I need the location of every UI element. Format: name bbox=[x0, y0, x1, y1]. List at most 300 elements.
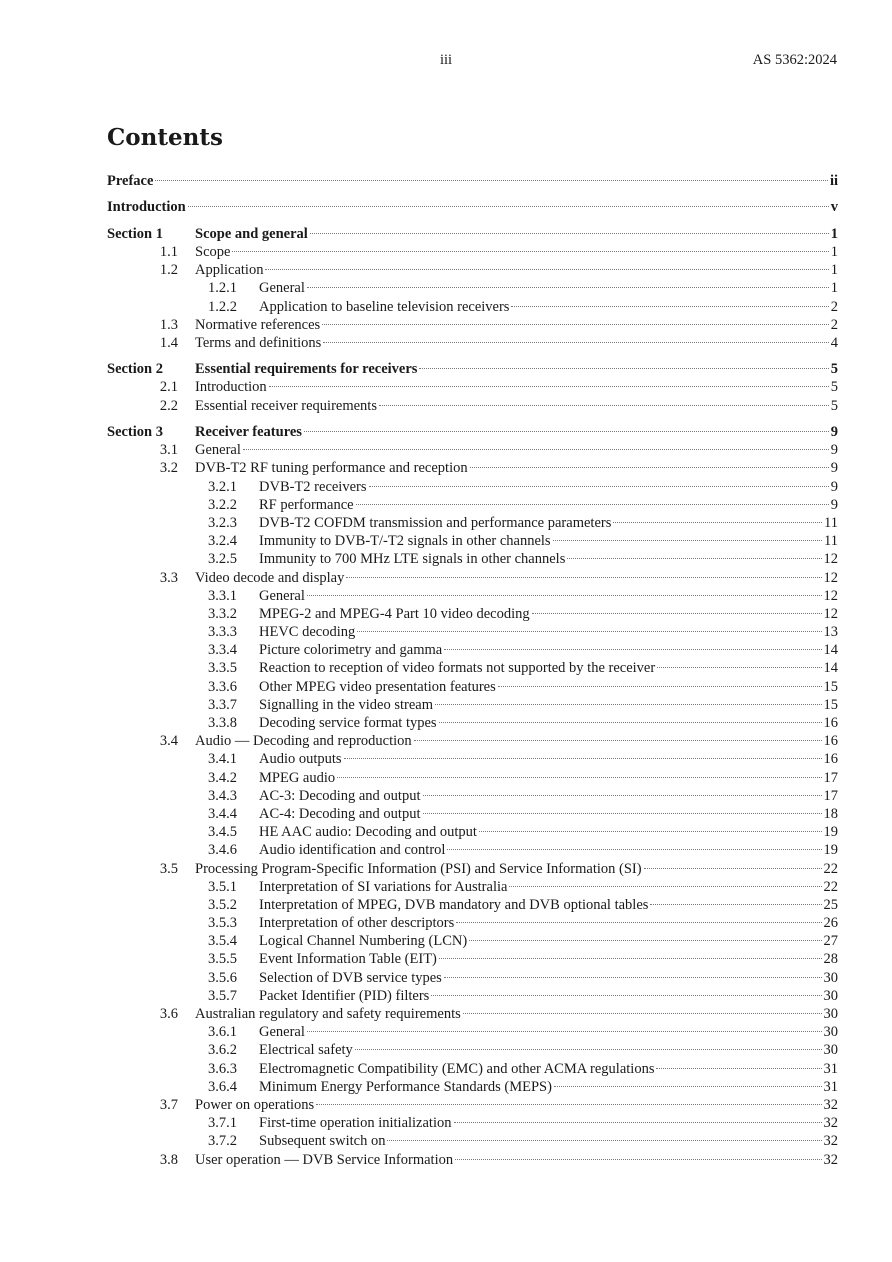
toc-entry-number: 3.6.4 bbox=[208, 1078, 237, 1095]
toc-entry-number: 3.7 bbox=[159, 1096, 178, 1113]
toc-entry-label[interactable]: Scope bbox=[195, 243, 231, 260]
toc-entry-page[interactable]: 12 bbox=[823, 605, 838, 622]
dot-leader bbox=[423, 813, 822, 814]
toc-entry-label[interactable]: RF performance bbox=[259, 496, 354, 513]
toc-entry-page[interactable]: 12 bbox=[823, 569, 838, 586]
dot-leader bbox=[232, 251, 828, 252]
toc-entry-number: 1.4 bbox=[159, 334, 178, 351]
toc-entry-number: 3.7.2 bbox=[208, 1133, 237, 1150]
toc-entry[interactable] bbox=[107, 298, 838, 316]
toc-entry[interactable] bbox=[107, 532, 838, 550]
dot-leader bbox=[509, 886, 821, 887]
toc-entry-label[interactable]: Preface bbox=[107, 173, 154, 189]
toc-entry-page[interactable]: 15 bbox=[823, 696, 838, 713]
toc-entry-number: 3.6.1 bbox=[208, 1024, 237, 1041]
toc-entry-body bbox=[195, 732, 838, 750]
toc-entry-page[interactable]: 16 bbox=[823, 715, 838, 731]
toc-entry-page[interactable]: 22 bbox=[823, 878, 838, 895]
dot-leader bbox=[431, 995, 821, 996]
toc-entry[interactable] bbox=[107, 279, 838, 297]
toc-entry-page[interactable]: 14 bbox=[823, 642, 838, 659]
toc-entry-body bbox=[259, 641, 838, 659]
toc-entry-page[interactable]: 32 bbox=[823, 1096, 838, 1113]
dot-leader bbox=[444, 977, 822, 978]
toc-entry-page[interactable]: 26 bbox=[823, 915, 838, 932]
dot-leader bbox=[455, 1159, 821, 1160]
toc-entry-body bbox=[259, 1114, 838, 1132]
toc-entry-body bbox=[259, 623, 838, 641]
toc-entry-number: 3.3.1 bbox=[208, 587, 237, 604]
toc-entry-number: 3.2.1 bbox=[208, 478, 237, 495]
toc-entry-body bbox=[259, 1041, 838, 1059]
toc-entry-page[interactable]: 27 bbox=[823, 933, 838, 950]
toc-entry-label[interactable]: Logical Channel Numbering (LCN) bbox=[259, 933, 468, 950]
toc-entry-body bbox=[259, 950, 838, 968]
toc-entry[interactable] bbox=[107, 550, 838, 568]
dot-leader bbox=[567, 558, 821, 559]
dot-leader bbox=[304, 431, 829, 432]
dot-leader bbox=[454, 1122, 822, 1123]
dot-leader bbox=[379, 405, 829, 406]
toc-entry-label[interactable]: Immunity to DVB-T/-T2 signals in other channels bbox=[259, 533, 551, 550]
toc-entry-label[interactable]: Other MPEG video presentation features bbox=[259, 678, 496, 695]
dot-leader bbox=[356, 504, 829, 505]
dot-leader bbox=[269, 386, 829, 387]
toc-entry[interactable] bbox=[107, 623, 838, 641]
page-title: Contents bbox=[107, 124, 223, 151]
toc-entry-number: 3.2 bbox=[159, 460, 178, 477]
toc-entry-page[interactable]: 5 bbox=[830, 379, 838, 396]
dot-leader bbox=[307, 1031, 822, 1032]
dot-leader bbox=[419, 368, 828, 369]
toc-entry-page[interactable]: 19 bbox=[823, 824, 838, 841]
toc-entry[interactable] bbox=[107, 805, 838, 823]
toc-entry-page[interactable]: 9 bbox=[830, 442, 838, 459]
dot-leader bbox=[469, 940, 821, 941]
toc-entry-label[interactable]: General bbox=[259, 280, 305, 297]
toc-entry-label[interactable]: User operation — DVB Service Information bbox=[195, 1151, 454, 1168]
toc-entry-number: 3.2.2 bbox=[208, 496, 237, 513]
dot-leader bbox=[435, 704, 822, 705]
toc-entry-body bbox=[195, 261, 838, 279]
toc-entry-label[interactable]: Audio — Decoding and reproduction bbox=[195, 733, 412, 750]
toc-entry-number: 1.2.2 bbox=[208, 298, 237, 315]
toc-entry-page[interactable]: 12 bbox=[823, 587, 838, 604]
toc-entry-body bbox=[259, 659, 838, 677]
dot-leader bbox=[265, 269, 828, 270]
toc-entry[interactable] bbox=[107, 950, 838, 968]
toc-entry-label[interactable]: Signalling in the video stream bbox=[259, 696, 433, 713]
dot-leader bbox=[613, 522, 822, 523]
toc-entry-body bbox=[107, 198, 838, 216]
toc-entry[interactable] bbox=[107, 987, 838, 1005]
table-of-contents bbox=[107, 172, 838, 1169]
toc-entry[interactable] bbox=[107, 1078, 838, 1096]
toc-entry-page[interactable]: 11 bbox=[824, 514, 838, 531]
toc-entry-number: 1.2.1 bbox=[208, 280, 237, 297]
toc-entry-label[interactable]: General bbox=[195, 442, 241, 459]
toc-entry-number: Section 2 bbox=[107, 361, 163, 378]
toc-entry-body bbox=[195, 378, 838, 396]
dot-leader bbox=[511, 306, 828, 307]
toc-entry-body bbox=[259, 1060, 838, 1078]
toc-entry-label[interactable]: Minimum Energy Performance Standards (MEPS) bbox=[259, 1078, 552, 1095]
toc-entry[interactable] bbox=[107, 243, 838, 261]
toc-entry-number: 3.5 bbox=[159, 860, 178, 877]
toc-entry-number: 1.1 bbox=[159, 243, 178, 260]
toc-entry-label[interactable]: Essential requirements for receivers bbox=[195, 361, 418, 378]
toc-entry-label[interactable]: Interpretation of MPEG, DVB mandatory and DVB optional tables bbox=[259, 896, 649, 913]
toc-entry[interactable] bbox=[107, 841, 838, 859]
toc-entry-page[interactable]: 17 bbox=[823, 769, 838, 786]
toc-entry-page[interactable]: 17 bbox=[823, 787, 838, 804]
toc-entry-page[interactable]: ii bbox=[829, 173, 838, 189]
toc-entry-body bbox=[195, 569, 838, 587]
toc-entry-body bbox=[259, 678, 838, 696]
toc-entry-number: 3.4.4 bbox=[208, 805, 237, 822]
dot-leader bbox=[316, 1104, 821, 1105]
toc-entry-number: 3.5.6 bbox=[208, 969, 237, 986]
toc-entry-body bbox=[259, 805, 838, 823]
toc-entry-page[interactable]: 13 bbox=[823, 624, 838, 641]
dot-leader bbox=[355, 1049, 822, 1050]
toc-entry-number: Section 1 bbox=[107, 225, 163, 242]
toc-entry-page[interactable]: 9 bbox=[830, 424, 838, 440]
dot-leader bbox=[155, 180, 828, 181]
toc-entry-page[interactable]: 14 bbox=[823, 660, 838, 677]
toc-entry-number: 3.3.5 bbox=[208, 660, 237, 677]
toc-entry-number: 3.1 bbox=[159, 442, 178, 459]
toc-entry[interactable] bbox=[107, 316, 838, 334]
toc-entry-label[interactable]: Scope and general bbox=[195, 225, 308, 242]
toc-section-row[interactable] bbox=[107, 225, 838, 243]
toc-entry-body bbox=[259, 298, 838, 316]
dot-leader bbox=[323, 342, 829, 343]
toc-entry-number: 3.5.7 bbox=[208, 987, 237, 1004]
toc-entry-body bbox=[195, 225, 838, 243]
toc-entry-page[interactable]: 30 bbox=[823, 1006, 838, 1022]
toc-entry-number: 3.4.1 bbox=[208, 751, 237, 768]
toc-entry[interactable] bbox=[107, 896, 838, 914]
toc-entry-number: 3.6.2 bbox=[208, 1042, 237, 1059]
toc-entry-number: 3.4 bbox=[159, 733, 178, 750]
toc-entry-page[interactable]: 2 bbox=[830, 298, 838, 315]
standard-id: AS 5362:2024 bbox=[752, 52, 837, 68]
toc-entry-page[interactable]: 16 bbox=[823, 751, 838, 768]
dot-leader bbox=[387, 1140, 821, 1141]
toc-entry-page[interactable]: 9 bbox=[830, 460, 838, 477]
toc-entry-page[interactable]: 19 bbox=[823, 842, 838, 859]
toc-entry-page[interactable]: 1 bbox=[830, 225, 838, 242]
toc-entry-body bbox=[259, 1023, 838, 1041]
toc-entry-label[interactable]: DVB-T2 RF tuning performance and reception bbox=[195, 460, 468, 477]
toc-entry-body bbox=[259, 878, 838, 896]
toc-entry-number: 3.3.7 bbox=[208, 696, 237, 713]
toc-entry-label[interactable]: AC-4: Decoding and output bbox=[259, 805, 421, 822]
toc-entry[interactable] bbox=[107, 860, 838, 878]
toc-entry-page[interactable]: v bbox=[830, 199, 838, 216]
dot-leader bbox=[479, 831, 822, 832]
toc-entry-number: 3.6 bbox=[159, 1006, 178, 1022]
toc-entry-body bbox=[259, 587, 838, 605]
dot-leader bbox=[444, 649, 821, 650]
dot-leader bbox=[322, 324, 829, 325]
toc-entry-label[interactable]: Receiver features bbox=[195, 424, 302, 440]
toc-entry-label[interactable]: HE AAC audio: Decoding and output bbox=[259, 824, 477, 841]
toc-entry-page[interactable]: 15 bbox=[823, 678, 838, 695]
toc-entry[interactable] bbox=[107, 641, 838, 659]
dot-leader bbox=[346, 577, 821, 578]
toc-entry-body bbox=[195, 441, 838, 459]
toc-entry[interactable] bbox=[107, 1023, 838, 1041]
toc-entry[interactable] bbox=[107, 1114, 838, 1132]
toc-entry-page[interactable]: 1 bbox=[830, 280, 838, 297]
toc-entry-label[interactable]: DVB-T2 receivers bbox=[259, 478, 367, 495]
toc-entry-body bbox=[107, 172, 838, 190]
toc-entry-body bbox=[195, 423, 838, 441]
toc-entry-label[interactable]: Immunity to 700 MHz LTE signals in other channels bbox=[259, 551, 566, 568]
toc-entry[interactable] bbox=[107, 1132, 838, 1150]
toc-entry-body bbox=[259, 969, 838, 987]
toc-entry[interactable] bbox=[107, 514, 838, 532]
toc-entry[interactable] bbox=[107, 441, 838, 459]
toc-entry[interactable] bbox=[107, 569, 838, 587]
toc-entry-label[interactable]: Terms and definitions bbox=[195, 334, 322, 351]
toc-entry-body bbox=[195, 360, 838, 378]
toc-entry-body bbox=[259, 769, 838, 787]
toc-entry-page[interactable]: 2 bbox=[830, 316, 838, 333]
toc-entry[interactable] bbox=[107, 769, 838, 787]
toc-entry-number: 3.3.4 bbox=[208, 642, 237, 659]
toc-entry-body bbox=[195, 316, 838, 334]
dot-leader bbox=[553, 540, 822, 541]
dot-leader bbox=[423, 795, 822, 796]
toc-entry-label[interactable]: Picture colorimetry and gamma bbox=[259, 642, 443, 659]
toc-entry-body bbox=[195, 459, 838, 477]
toc-entry-page[interactable]: 9 bbox=[830, 478, 838, 495]
toc-entry-label[interactable]: Packet Identifier (PID) filters bbox=[259, 987, 430, 1004]
toc-entry-body bbox=[259, 823, 838, 841]
toc-entry[interactable] bbox=[107, 914, 838, 932]
toc-entry[interactable] bbox=[107, 198, 838, 216]
dot-leader bbox=[657, 667, 821, 668]
toc-entry-page[interactable]: 12 bbox=[823, 551, 838, 568]
toc-entry-label[interactable]: Application to baseline television receivers bbox=[259, 298, 510, 315]
toc-entry[interactable] bbox=[107, 732, 838, 750]
toc-entry-label[interactable]: Essential receiver requirements bbox=[195, 397, 377, 414]
toc-entry[interactable] bbox=[107, 397, 838, 415]
toc-entry-label[interactable]: General bbox=[259, 1024, 305, 1041]
toc-entry-number: 3.3.2 bbox=[208, 605, 237, 622]
toc-entry-number: 3.8 bbox=[159, 1151, 178, 1168]
dot-leader bbox=[188, 206, 829, 207]
toc-entry-page[interactable]: 1 bbox=[830, 243, 838, 260]
toc-entry-page[interactable]: 30 bbox=[823, 969, 838, 986]
toc-entry-body bbox=[259, 750, 838, 768]
toc-entry-label[interactable]: First-time operation initialization bbox=[259, 1115, 452, 1132]
toc-entry-body bbox=[195, 334, 838, 352]
toc-entry[interactable] bbox=[107, 750, 838, 768]
toc-entry-body bbox=[259, 987, 838, 1005]
toc-entry[interactable] bbox=[107, 659, 838, 677]
toc-entry-body bbox=[259, 605, 838, 623]
toc-entry-label[interactable]: Reaction to reception of video formats not supported by the receiver bbox=[259, 660, 656, 677]
toc-entry-number: Section 3 bbox=[107, 424, 163, 440]
toc-entry-page[interactable]: 4 bbox=[830, 334, 838, 351]
toc-entry-label[interactable]: Application bbox=[195, 262, 264, 279]
toc-entry-label[interactable]: General bbox=[259, 587, 305, 604]
toc-entry-number: 2.1 bbox=[159, 379, 178, 396]
toc-entry-label[interactable]: Decoding service format types bbox=[259, 715, 437, 731]
toc-entry-body bbox=[195, 1096, 838, 1114]
toc-entry-page[interactable]: 32 bbox=[823, 1133, 838, 1150]
dot-leader bbox=[554, 1086, 822, 1087]
toc-entry-label[interactable]: MPEG-2 and MPEG-4 Part 10 video decoding bbox=[259, 605, 530, 622]
toc-entry-label[interactable]: Normative references bbox=[195, 316, 321, 333]
toc-entry-number: 3.4.5 bbox=[208, 824, 237, 841]
toc-entry[interactable] bbox=[107, 1151, 838, 1169]
toc-entry[interactable] bbox=[107, 678, 838, 696]
toc-entry-number: 3.2.4 bbox=[208, 533, 237, 550]
toc-entry-page[interactable]: 5 bbox=[830, 361, 838, 378]
toc-entry-label[interactable]: Event Information Table (EIT) bbox=[259, 951, 437, 968]
toc-entry-body bbox=[195, 860, 838, 878]
toc-entry-label[interactable]: DVB-T2 COFDM transmission and performance parameters bbox=[259, 514, 612, 531]
toc-entry[interactable] bbox=[107, 787, 838, 805]
dot-leader bbox=[307, 287, 829, 288]
toc-entry[interactable] bbox=[107, 1060, 838, 1078]
toc-entry-label[interactable]: AC-3: Decoding and output bbox=[259, 787, 421, 804]
toc-entry-page[interactable]: 28 bbox=[823, 951, 838, 968]
toc-entry-label[interactable]: Interpretation of SI variations for Australia bbox=[259, 878, 508, 895]
dot-leader bbox=[243, 449, 829, 450]
toc-entry-body bbox=[259, 696, 838, 714]
toc-entry-page[interactable]: 5 bbox=[830, 397, 838, 414]
toc-entry-label[interactable]: MPEG audio bbox=[259, 769, 336, 786]
toc-entry-page[interactable]: 22 bbox=[823, 860, 838, 877]
toc-entry-label[interactable]: Audio identification and control bbox=[259, 842, 446, 859]
dot-leader bbox=[439, 722, 822, 723]
dot-leader bbox=[414, 740, 822, 741]
toc-entry-page[interactable]: 32 bbox=[823, 1151, 838, 1168]
toc-entry-number: 3.3 bbox=[159, 569, 178, 586]
toc-entry[interactable] bbox=[107, 714, 838, 732]
toc-entry-number: 3.5.3 bbox=[208, 915, 237, 932]
toc-entry-body bbox=[259, 841, 838, 859]
toc-entry-body bbox=[195, 243, 838, 261]
toc-entry-label[interactable]: Subsequent switch on bbox=[259, 1133, 386, 1150]
toc-entry[interactable] bbox=[107, 1041, 838, 1059]
toc-entry-page[interactable]: 31 bbox=[823, 1060, 838, 1077]
toc-entry[interactable] bbox=[107, 261, 838, 279]
toc-entry-label[interactable]: Video decode and display bbox=[195, 569, 345, 586]
toc-entry[interactable] bbox=[107, 932, 838, 950]
toc-entry[interactable] bbox=[107, 696, 838, 714]
dot-leader bbox=[344, 758, 822, 759]
dot-leader bbox=[644, 868, 822, 869]
toc-entry-number: 3.5.1 bbox=[208, 878, 237, 895]
toc-entry-page[interactable]: 1 bbox=[830, 262, 838, 279]
dot-leader bbox=[307, 595, 822, 596]
toc-entry-page[interactable]: 18 bbox=[823, 805, 838, 822]
dot-leader bbox=[470, 467, 829, 468]
toc-entry-page[interactable]: 16 bbox=[823, 733, 838, 750]
toc-entry-number: 3.5.2 bbox=[208, 896, 237, 913]
toc-entry-page[interactable]: 30 bbox=[823, 1024, 838, 1041]
toc-entry-label[interactable]: Audio outputs bbox=[259, 751, 342, 768]
dot-leader bbox=[357, 631, 821, 632]
toc-entry[interactable] bbox=[107, 878, 838, 896]
toc-entry-number: 3.3.8 bbox=[208, 715, 237, 731]
dot-leader bbox=[498, 686, 822, 687]
dot-leader bbox=[310, 233, 829, 234]
toc-entry-page[interactable]: 30 bbox=[823, 1042, 838, 1059]
toc-entry-number: 1.2 bbox=[159, 262, 178, 279]
toc-entry[interactable] bbox=[107, 587, 838, 605]
toc-entry[interactable] bbox=[107, 605, 838, 623]
toc-entry-page[interactable]: 32 bbox=[823, 1115, 838, 1132]
toc-entry-number: 3.2.3 bbox=[208, 514, 237, 531]
toc-entry-label[interactable]: Processing Program-Specific Information (PSI) and Service Information (SI) bbox=[195, 860, 642, 877]
toc-entry-label[interactable]: Introduction bbox=[107, 199, 186, 216]
toc-entry-body bbox=[259, 550, 838, 568]
page-number: iii bbox=[439, 52, 453, 68]
toc-entry-page[interactable]: 30 bbox=[823, 987, 838, 1004]
toc-entry[interactable] bbox=[107, 1005, 838, 1023]
toc-entry-body bbox=[259, 896, 838, 914]
toc-entry-number: 3.2.5 bbox=[208, 551, 237, 568]
toc-entry[interactable] bbox=[107, 496, 838, 514]
toc-entry-page[interactable]: 31 bbox=[823, 1078, 838, 1095]
toc-entry[interactable] bbox=[107, 334, 838, 352]
toc-entry-label[interactable]: Electromagnetic Compatibility (EMC) and other ACMA regulations bbox=[259, 1060, 655, 1077]
dot-leader bbox=[337, 777, 821, 778]
dot-leader bbox=[369, 486, 829, 487]
toc-entry-label[interactable]: Power on operations bbox=[195, 1096, 315, 1113]
toc-entry-page[interactable]: 9 bbox=[830, 496, 838, 513]
toc-entry[interactable] bbox=[107, 459, 838, 477]
toc-entry-label[interactable]: Selection of DVB service types bbox=[259, 969, 442, 986]
toc-entry-number: 1.3 bbox=[159, 316, 178, 333]
toc-entry-body bbox=[259, 932, 838, 950]
toc-entry-body bbox=[259, 914, 838, 932]
toc-entry-body bbox=[195, 397, 838, 415]
toc-entry-body bbox=[259, 496, 838, 514]
toc-entry-body bbox=[259, 532, 838, 550]
toc-entry[interactable] bbox=[107, 378, 838, 396]
toc-section-row[interactable] bbox=[107, 423, 838, 441]
toc-entry[interactable] bbox=[107, 172, 838, 190]
dot-leader bbox=[650, 904, 821, 905]
toc-entry-body bbox=[259, 1078, 838, 1096]
toc-entry-label[interactable]: Introduction bbox=[195, 379, 267, 396]
toc-entry-page[interactable]: 25 bbox=[823, 896, 838, 913]
toc-section-row[interactable] bbox=[107, 360, 838, 378]
toc-entry-body bbox=[259, 714, 838, 732]
toc-entry[interactable] bbox=[107, 969, 838, 987]
toc-entry[interactable] bbox=[107, 478, 838, 496]
toc-entry-number: 3.7.1 bbox=[208, 1115, 237, 1132]
toc-entry-label[interactable]: Australian regulatory and safety requirements bbox=[195, 1006, 461, 1022]
toc-entry-label[interactable]: Electrical safety bbox=[259, 1042, 353, 1059]
toc-entry-label[interactable]: HEVC decoding bbox=[259, 624, 356, 641]
toc-entry[interactable] bbox=[107, 823, 838, 841]
toc-entry[interactable] bbox=[107, 1096, 838, 1114]
toc-entry-page[interactable]: 11 bbox=[824, 533, 838, 550]
toc-entry-label[interactable]: Interpretation of other descriptors bbox=[259, 915, 455, 932]
toc-entry-body bbox=[259, 279, 838, 297]
toc-entry-number: 2.2 bbox=[159, 397, 178, 414]
